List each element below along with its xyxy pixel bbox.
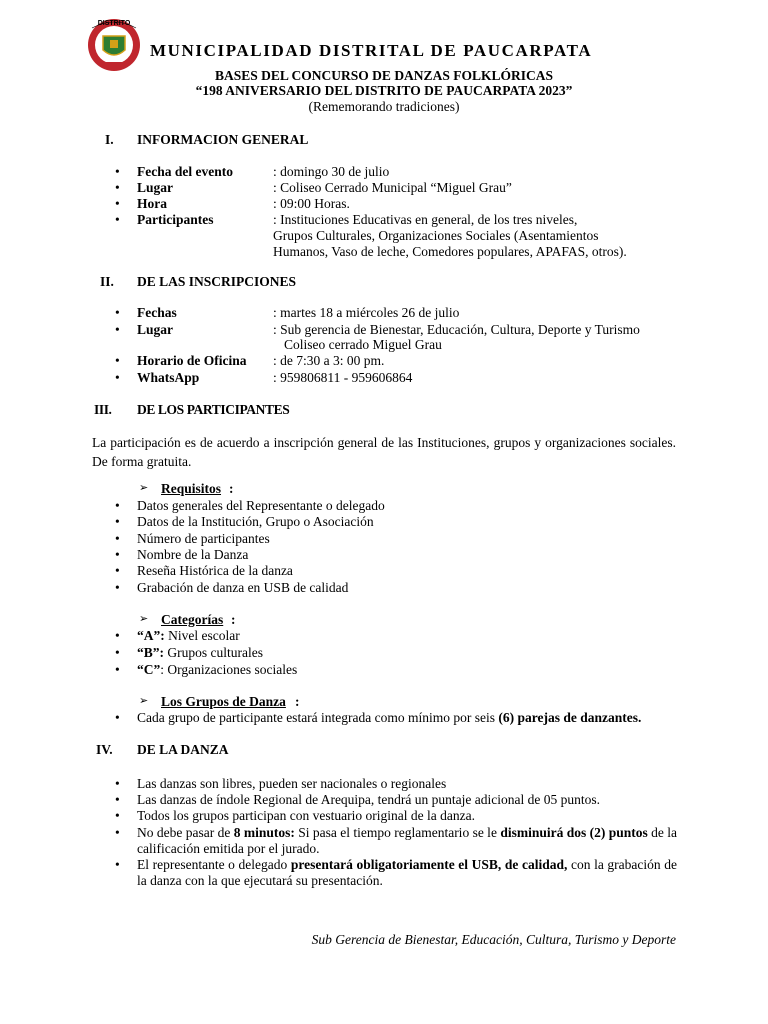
list-item: El representante o delegado presentará obligatoriamente el USB, de calidad, con la grabación de la danza con la que ejecutará su presentación. [137,857,677,888]
seal-text: DISTRITO [97,20,131,27]
district-seal-logo [84,14,144,74]
document-tagline: (Rememorando tradiciones) [308,99,460,114]
arrow-bullet-icon: ➢ [139,612,149,625]
list-item: No debe pasar de 8 minutos: Si pasa el tiempo reglamentario se le disminuirá dos (2) puntos de la calificación emitida por el jurado. [137,825,677,856]
section-number: IV. [96,742,113,757]
section-number: II. [100,274,114,289]
document-title: BASES DEL CONCURSO DE DANZAS FOLKLÓRICAS [215,68,553,83]
section-title: DE LA DANZA [137,742,229,757]
section-number: I. [105,132,114,147]
section-title: INFORMACION GENERAL [137,132,309,147]
participants-continued: Grupos Culturales, Organizaciones Sociales (Asentamientos [273,228,599,243]
participants-intro: La participación es de acuerdo a inscripción general de las Instituciones, grupos y organizaciones sociales. De forma gratuita. [92,435,676,469]
arrow-bullet-icon: ➢ [139,694,149,707]
section-title: DE LAS INSCRIPCIONES [137,274,297,289]
seal-emblem-icon [110,40,118,48]
arrow-bullet-icon: ➢ [139,481,149,494]
section-title: DE LOS PARTICIPANTES [137,402,290,417]
document-subtitle: “198 ANIVERSARIO DEL DISTRITO DE PAUCARPATA 2023” [195,83,573,98]
municipality-name: MUNICIPALIDAD DISTRITAL DE PAUCARPATA [150,41,593,60]
footer-department: Sub Gerencia de Bienestar, Educación, Cultura, Turismo y Deporte [311,932,676,947]
participants-continued: Humanos, Vaso de leche, Comedores populares, APAFAS, otros). [273,244,627,259]
lugar-continued: Coliseo cerrado Miguel Grau [284,337,442,352]
section-number: III. [94,402,112,417]
